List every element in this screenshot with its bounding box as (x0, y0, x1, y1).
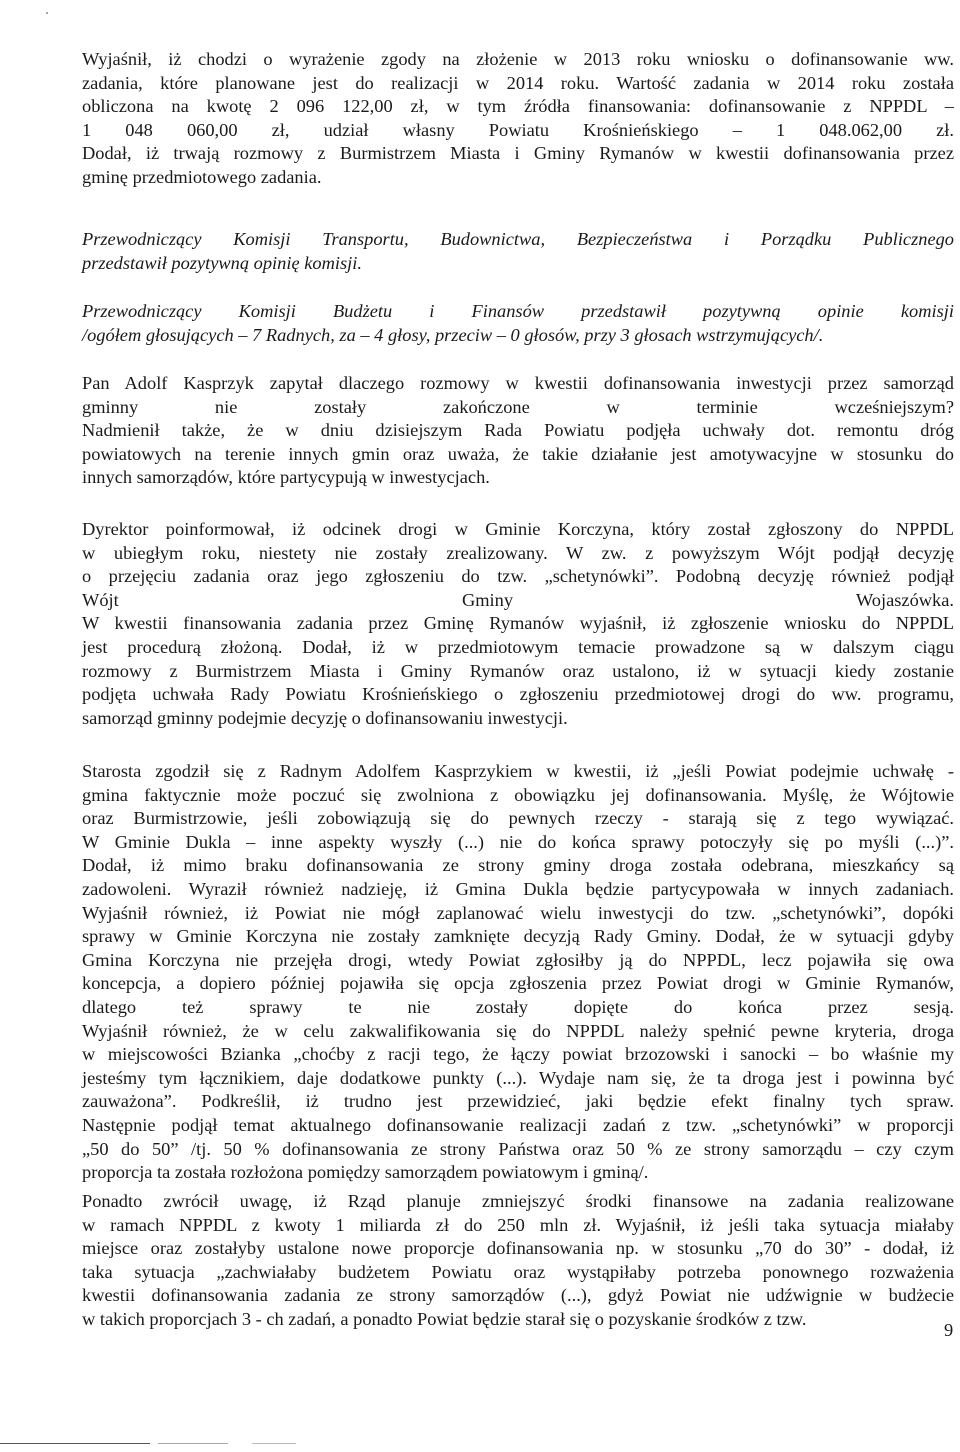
text-line: w takich proporcjach 3 - ch zadań, a ponadto Powiat będzie starał się o pozyskanie środków z tzw. (82, 1308, 807, 1329)
paragraph-dyrektor-odpowiedz (82, 518, 954, 730)
text-line: W kwestii finansowania zadania przez Gminę Rymanów wyjaśnił, iż zgłoszenie wniosku do NPPDL (82, 613, 954, 634)
paragraph-opinia-komisji-budzetu (82, 300, 954, 347)
text-line: gmina faktycznie może poczuć się zwolniona z obowiązku jej dofinansowania. Myślę, że Wójtowie (82, 784, 954, 805)
text-line: przedstawił pozytywną opinię komisji. (82, 252, 362, 273)
scan-edge-line (252, 1443, 296, 1444)
text-line: zadania, które planowane jest do realizacji w 2014 roku. Wartość zadania w 2014 roku została (82, 72, 954, 93)
scan-edge-line (0, 1443, 150, 1444)
paragraph-opinia-komisji-transportu (82, 228, 954, 275)
text-line: taka sytuacja „zachwiałaby budżetem Powiatu oraz wystąpiłaby potrzeba ponownego rozważenia (82, 1261, 954, 1282)
text-line: podjęta uchwała Rady Powiatu Krośnieńskiego o zgłoszeniu przedmiotowej drogi do ww. programu, (82, 684, 954, 705)
paragraph-pytanie-kasprzyk (82, 372, 954, 490)
text-line: 1 048 060,00 zł, udział własny Powiatu Krośnieńskiego – 1 048.062,00 zł. (82, 119, 954, 140)
text-line: Wójt Gminy Wojaszówka. (82, 589, 954, 610)
text-line: Nadmienił także, że w dniu dzisiejszym Rada Powiatu podjęła uchwały dot. remontu dróg (82, 420, 954, 441)
text-line: Dodał, iż mimo braku dofinansowania ze strony gminy droga została odebrana, mieszkańcy są (82, 855, 954, 876)
text-line: „50 do 50” /tj. 50 % dofinansowania ze strony Państwa oraz 50 % ze strony samorządu – czy czym (82, 1138, 954, 1159)
text-line: rozmowy z Burmistrzem Miasta i Gminy Rymanów oraz ustalono, iż w sytuacji kiedy zostanie (82, 660, 954, 681)
text-line: zauważona”. Podkreślił, iż trudno jest przewidzieć, jaki będzie efekt finalny tych spraw. (82, 1091, 954, 1112)
text-line: Ponadto zwrócił uwagę, iż Rząd planuje zmniejszyć środki finansowe na zadania realizowane (82, 1191, 954, 1211)
text-line: koncepcja, a dopiero później pojawiła się opcja zgłoszenia przez Powiat drogi w Gminie Rymanów, (82, 973, 954, 994)
text-line: Wyjaśnił również, że w celu zakwalifikowania się do NPPDL należy spełnić pewne kryteria, droga (82, 1020, 954, 1041)
text-line: Wyjaśnił również, iż Powiat nie mógł zaplanować wielu inwestycji do tzw. „schetynówki”, dopóki (82, 902, 954, 923)
text-line: jest procedurą złożoną. Dodał, iż w przedmiotowym temacie prowadzone są w dalszym ciągu (82, 636, 954, 657)
page-number: 9 (944, 1320, 954, 1340)
text-line: W Gminie Dukla – inne aspekty wyszły (...) nie do końca sprawy potoczyły się po myśli (...)”. (82, 831, 954, 852)
text-line: miejsce oraz zostałyby ustalone nowe proporcje dofinansowania np. w stosunku „70 do 30” - dodał, iż (82, 1238, 954, 1259)
text-line: Przewodniczący Komisji Transportu, Budownictwa, Bezpieczeństwa i Porządku Publicznego (82, 229, 954, 249)
text-line: zadowoleni. Wyraził również nadzieję, iż Gmina Dukla będzie partycypowała w innych zadaniach. (82, 878, 954, 899)
text-line: o przejęciu zadania oraz jego zgłoszeniu do tzw. „schetynówki”. Podobną decyzję również podjął (82, 566, 954, 587)
paragraph-srodki-nppdl (82, 1190, 954, 1332)
text-line: Dodał, iż trwają rozmowy z Burmistrzem Miasta i Gminy Rymanów w kwestii dofinansowania przez (82, 143, 954, 164)
scan-speck (46, 12, 48, 14)
text-line: w ramach NPPDL z kwoty 1 miliarda zł do 250 mln zł. Wyjaśnił, iż jeśli taka sytuacja miałaby (82, 1214, 954, 1235)
text-line: gminę przedmiotowego zadania. (82, 166, 322, 187)
text-line: sprawy w Gminie Korczyna nie zostały zamknięte decyzją Rady Gminy. Dodał, że w sytuacji gdyby (82, 926, 954, 947)
text-line: innych samorządów, które partycypują w inwestycjach. (82, 467, 490, 488)
paragraph-starosta-wypowiedz (82, 760, 954, 1185)
text-line: Gmina Korczyna nie przejęła drogi, wtedy Powiat zgłosiłby ją do NPPDL, lecz pojawiła się owa (82, 949, 954, 970)
text-line: Pan Adolf Kasprzyk zapytał dlaczego rozmowy w kwestii dofinansowania inwestycji przez samorząd (82, 373, 954, 393)
text-line: /ogółem głosujących – 7 Radnych, za – 4 głosy, przeciw – 0 głosów, przy 3 głosach wstrzymujących/. (82, 324, 824, 345)
text-line: samorząd gminny podejmie decyzję o dofinansowaniu inwestycji. (82, 707, 568, 728)
text-line: Dyrektor poinformował, iż odcinek drogi w Gminie Korczyna, który został zgłoszony do NPPDL (82, 519, 954, 539)
text-line: powiatowych na terenie innych gmin oraz uważa, że takie działanie jest amotywacyjne w stosunku do (82, 443, 954, 464)
text-line: dlatego też sprawy te nie zostały dopięte do końca przez sesją. (82, 996, 954, 1017)
text-line: Starosta zgodził się z Radnym Adolfem Kasprzykiem w kwestii, iż „jeśli Powiat podejmie uchwałę - (82, 761, 954, 781)
paragraph-zgoda-wniosek (82, 48, 954, 190)
text-line: oraz Burmistrzowie, jeśli zobowiązują się do pewnych rzeczy - starają się z tego wywiązać. (82, 808, 954, 829)
text-line: w ubiegłym roku, niestety nie zostały zrealizowany. W zw. z powyższym Wójt podjął decyzję (82, 542, 954, 563)
text-line: kwestii dofinansowania zadania ze strony samorządów (...), gdyż Powiat nie udźwignie w budżecie (82, 1285, 954, 1306)
text-line: w miejscowości Bzianka „choćby z racji tego, że łączy powiat brzozowski i sanocki – bo właśnie my (82, 1044, 954, 1065)
text-line: Przewodniczący Komisji Budżetu i Finansów przedstawił pozytywną opinie komisji (82, 301, 954, 321)
text-line: obliczona na kwotę 2 096 122,00 zł, w tym źródła finansowania: dofinansowanie z NPPDL – (82, 96, 954, 117)
text-line: proporcja ta została rozłożona pomiędzy samorządem powiatowym i gminą/. (82, 1162, 649, 1183)
text-line: Wyjaśnił, iż chodzi o wyrażenie zgody na złożenie w 2013 roku wniosku o dofinansowanie ww. (82, 49, 954, 69)
scan-edge-line (158, 1443, 228, 1444)
text-line: gminny nie zostały zakończone w terminie wcześniejszym? (82, 396, 954, 417)
text-line: Następnie podjął temat aktualnego dofinansowanie realizacji zadań z tzw. „schetynówki” w proporcji (82, 1114, 954, 1135)
text-line: jesteśmy tym łącznikiem, daje dodatkowe punkty (...). Wydaje nam się, że ta droga jest i powinna być (82, 1067, 954, 1088)
